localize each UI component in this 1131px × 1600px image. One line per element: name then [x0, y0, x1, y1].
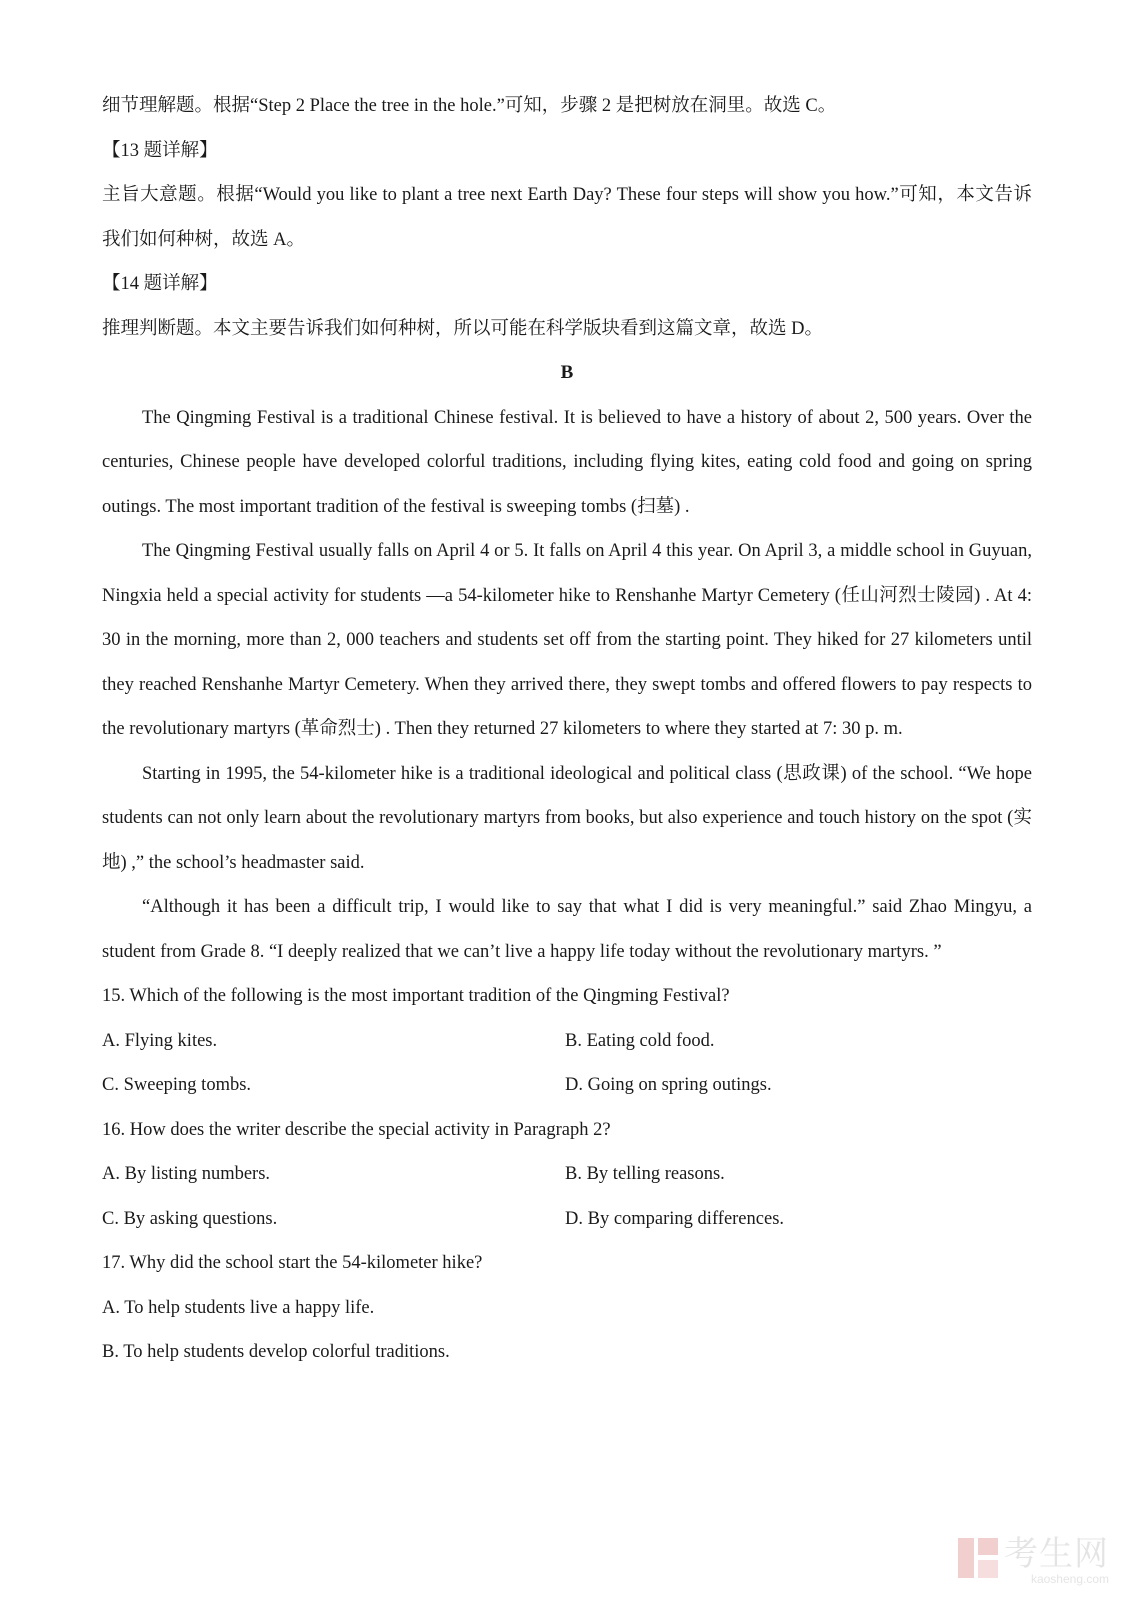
q13-explanation: 主旨大意题。根据“Would you like to plant a tree next Earth Day? These four steps will show you how.”可知，本文告诉我们如何种树，故选 A。 [102, 185, 1032, 250]
passage-paragraph-2: The Qingming Festival usually falls on April 4 or 5. It falls on April 4 this year. On April 3, a middle school in Guyuan, Ningxia held a special activity for students —a 54-kilometer hike to Renshanhe Martyr Cemetery (任山河烈士陵园) . At 4: 30 in the morning, more than 2, 000 teachers and students set off from the starting point. They hiked for 27 kilometers until they reached Renshanhe Martyr Cemetery. When they arrived there, they swept tombs and offered flowers to pay respects to the revolutionary martyrs (革命烈士) . Then they returned 27 kilometers to where they started at 7: 30 p. m. [102, 541, 1032, 739]
question-15-stem: 15. Which of the following is the most important tradition of the Qingming Festival? [102, 986, 730, 1006]
q16-option-c: C. By asking questions. [102, 1208, 278, 1229]
q17-option-b: B. To help students develop colorful traditions. [102, 1342, 450, 1362]
passage-paragraph-3: Starting in 1995, the 54-kilometer hike is a traditional ideological and political class (思政课) of the school. “We hope students can not only learn about the revolutionary martyrs from books, but also experience and touch history on the spot (实地) ,” the school’s headmaster said. [102, 763, 1032, 873]
passage-paragraph-1: The Qingming Festival is a traditional Chinese festival. It is believed to have a history of about 2, 500 years. Over the centuries, Chinese people have developed colorful traditions, including flying kites, eating cold food and going on spring outings. The most important tradition of the festival is sweeping tombs (扫墓) . [102, 407, 1032, 517]
q16-option-d: D. By comparing differences. [565, 1208, 785, 1229]
kaosheng-logo-icon [958, 1538, 998, 1578]
q14-explanation: 推理判断题。本文主要告诉我们如何种树，所以可能在科学版块看到这篇文章，故选 D。 [102, 318, 823, 339]
q12-explanation: 细节理解题。根据“Step 2 Place the tree in the hole.”可知，步骤 2 是把树放在洞里。故选 C。 [102, 96, 837, 116]
watermark-text [1004, 1536, 1109, 1586]
section-title: B [560, 362, 574, 383]
q15-option-d: D. Going on spring outings. [565, 1075, 772, 1095]
question-15-options-row2 [102, 1063, 1032, 1108]
q14-header: 【14 题详解】 [102, 274, 218, 294]
watermark-name: 考生网 [1004, 1534, 1109, 1574]
question-15-options [102, 1019, 1032, 1064]
passage-paragraph-4: “Although it has been a difficult trip, I would like to say that what I did is very meaningful.” said Zhao Mingyu, a student from Grade 8. “I deeply realized that we can’t live a happy life today without the revolutionary martyrs. ” [102, 897, 1032, 962]
document-page [102, 84, 1032, 1375]
q16-option-b: B. By telling reasons. [565, 1164, 725, 1184]
question-17-stem: 17. Why did the school start the 54-kilometer hike? [102, 1253, 483, 1273]
q13-header: 【13 题详解】 [102, 140, 218, 161]
question-16-stem: 16. How does the writer describe the special activity in Paragraph 2? [102, 1119, 611, 1140]
watermark [958, 1536, 1109, 1586]
q15-option-b: B. Eating cold food. [565, 1030, 715, 1051]
q15-option-c: C. Sweeping tombs. [102, 1075, 252, 1095]
q15-option-a: A. Flying kites. [102, 1030, 218, 1051]
q17-option-a: A. To help students live a happy life. [102, 1297, 375, 1318]
watermark-url: kaosheng.com [1030, 1572, 1109, 1586]
question-16-options [102, 1152, 1032, 1197]
q16-option-a: A. By listing numbers. [102, 1164, 271, 1184]
question-16-options-row2 [102, 1197, 1032, 1242]
